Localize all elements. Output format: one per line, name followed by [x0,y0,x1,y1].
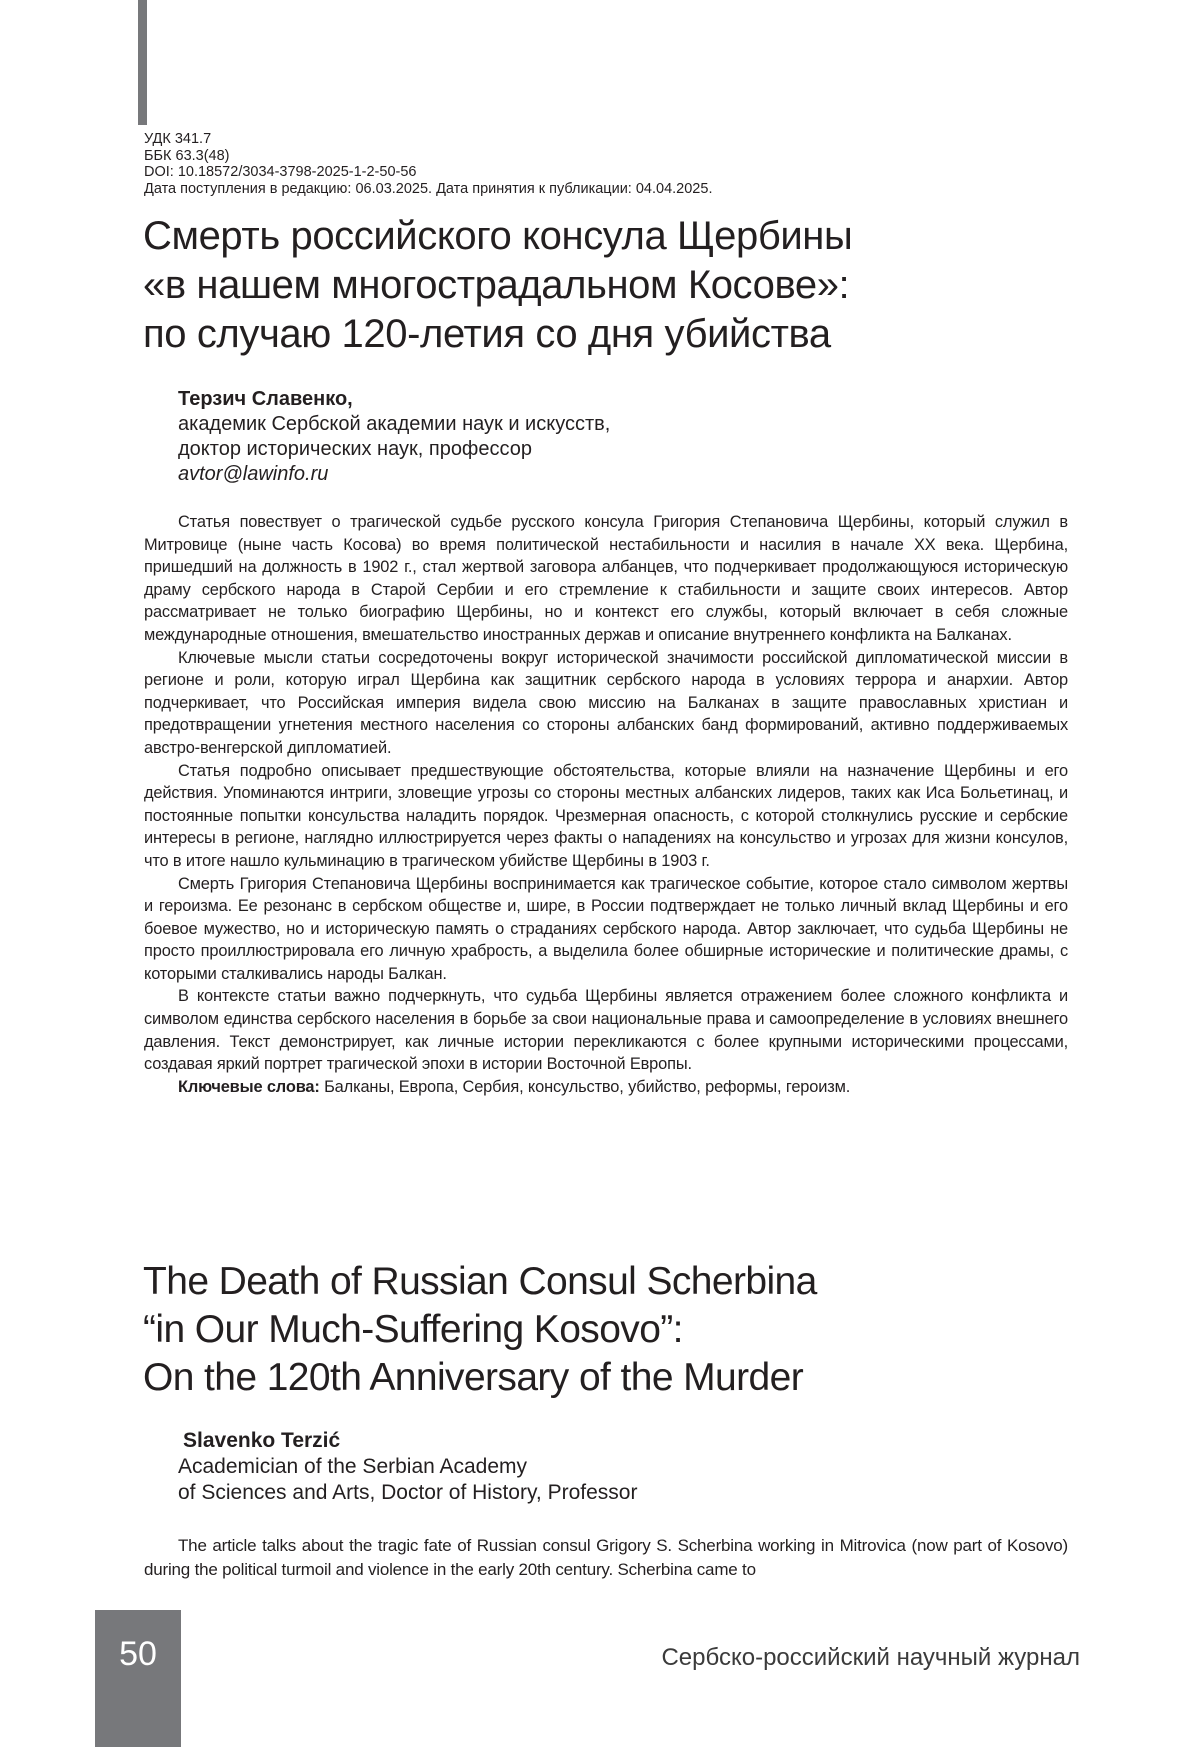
top-accent-bar [138,0,147,125]
doi: DOI: 10.18572/3034-3798-2025-1-2-50-56 [144,164,417,180]
keywords-label: Ключевые слова: [178,1077,320,1096]
article-title-en [143,1258,1103,1402]
udk-code: УДК 341.7 [144,131,212,147]
title-en-line: On the 120th Anniversary of the Murder [143,1356,804,1399]
article-metadata [144,131,1104,197]
page-number-box [95,1610,181,1747]
author-degree-en: of Sciences and Arts, Doctor of History, Professor [178,1481,638,1504]
author-name-en: Slavenko Terzić [183,1429,341,1452]
article-title-ru [143,212,1103,359]
author-name-ru: Терзич Славенко, [178,388,353,410]
keywords-ru [144,1076,1068,1099]
journal-name: Сербско-российский научный журнал [661,1644,1080,1671]
abstract-paragraph: Смерть Григория Степановича Щербины воспринимается как трагическое событие, которое стало символом жертвы и героизма. Ее резонанс в сербском обществе и, шире, в России подтверждает не только личный вклад Щербины и его боевое мужество, но и историческую память о страданиях сербского народа. Автор заключает, что судьба Щербины не просто проиллюстрировала его личную храбрость, а выделила более обширные исторические и политические драмы, с которыми сталкивались народы Балкан. [144,874,1068,983]
abstract-paragraph: Статья подробно описывает предшествующие обстоятельства, которые влияли на назначение Щербины и его действия. Упоминаются интриги, зловещие угрозы со стороны местных албанских лидеров, таких как Иса Больетинац, и постоянные попытки консульства наладить порядок. Чрезмерная опасность, с которой столкнулись русские и сербские интересы в регионе, наглядно иллюстрируется через факты о нападениях на консульство и угрозах для жизни консулов, что в итоге нашло кульминацию в трагическом убийстве Щербины в 1903 г. [144,761,1068,870]
abstract-en [144,1534,1068,1582]
abstract-paragraph: В контексте статьи важно подчеркнуть, что судьба Щербины является отражением более сложного конфликта и символом единства сербского населения в борьбе за свои национальные права и самоопределение в условиях внешнего давления. Текст демонстрирует, как личные истории перекликаются с более крупными историческими процессами, создавая яркий портрет трагической эпохи в истории Восточной Европы. [144,987,1068,1074]
title-ru-line: «в нашем многострадальном Косове»: [143,263,850,307]
abstract-paragraph: Ключевые мысли статьи сосредоточены вокруг исторической значимости российской дипломатической миссии в регионе и роли, которую играл Щербина как защитник сербского народа в условиях террора и анархии. Автор подчеркивает, что Российская империя видела свою миссию на Балканах в защите православных христиан и предотвращении угнетения местного населения со стороны албанских банд формирований, активно поддерживаемых австро-венгерской дипломатией. [144,648,1068,757]
author-email[interactable]: avtor@lawinfo.ru [178,463,329,485]
title-ru-line: по случаю 120-летия со дня убийства [143,312,831,356]
abstract-paragraph: Статья повествует о трагической судьбе русского консула Григория Степановича Щербины, который служил в Митровице (ныне часть Косова) во время политической нестабильности и насилия в начале XX века. Щербина, пришедший на должность в 1902 г., стал жертвой заговора албанцев, что подчеркивает продолжающуюся историческую драму сербского народа в Старой Сербии и его стремление к стабильности и защите своих интересов. Автор рассматривает не только биографию Щербины, но и контекст его службы, который включает в себя сложные международные отношения, вмешательство иностранных держав и описание внутреннего конфликта на Балканах. [144,513,1068,644]
title-en-line: The Death of Russian Consul Scherbina [143,1260,817,1303]
abstract-ru [144,511,1068,1098]
author-affiliation-ru: академик Сербской академии наук и искусств, [178,413,611,435]
page-number: 50 [119,1635,157,1673]
author-block-ru [178,387,978,487]
author-affiliation-en: Academician of the Serbian Academy [178,1455,528,1478]
keywords-list: Балканы, Европа, Сербия, консульство, убийство, реформы, героизм. [324,1077,851,1096]
abstract-paragraph-en: The article talks about the tragic fate of Russian consul Grigory S. Scherbina working in Mitrovica (now part of Kosovo) during the political turmoil and violence in the early 20th century. Scherbina came to [144,1536,1068,1579]
title-en-line: “in Our Much-Suffering Kosovo”: [143,1308,683,1351]
title-ru-line: Смерть российского консула Щербины [143,214,853,258]
author-degree-ru: доктор исторических наук, профессор [178,438,532,460]
bbk-code: ББК 63.3(48) [144,147,230,164]
author-block-en [178,1428,978,1506]
submission-dates: Дата поступления в редакцию: 06.03.2025. Дата принятия к публикации: 04.04.2025. [144,180,713,197]
